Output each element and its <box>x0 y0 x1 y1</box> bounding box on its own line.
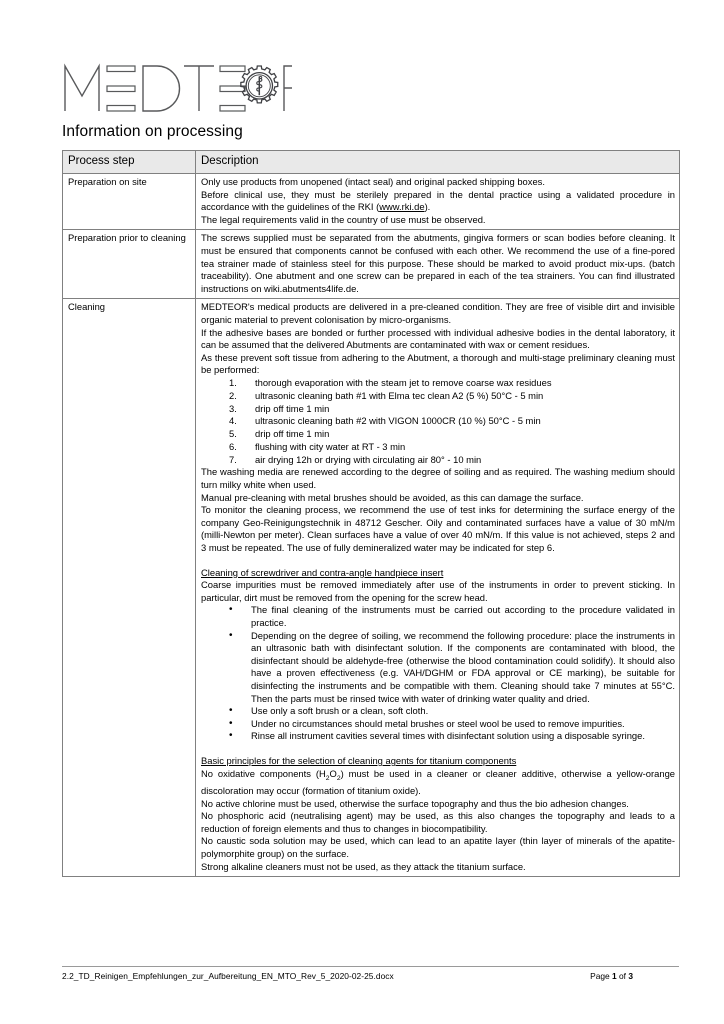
cell-process-step: Cleaning <box>63 299 196 877</box>
page-footer <box>62 966 679 981</box>
list-item: drip off time 1 min <box>255 428 330 440</box>
paragraph: To monitor the cleaning process, we recommend the use of test inks for determining the surface energy of the company Geo-Reinigungstechnik in 48712 Gescher. Oily and contaminated surfaces have a value of 30 mN/m (milli-Newton per meter). Clean surfaces have a value of over 40 mN/m. If this value is not achieved, steps 2 and 3 must be repeated. The use of fully demineralized water may be indicated for step 6. <box>201 504 675 554</box>
paragraph: Strong alkaline cleaners must not be used, as they attack the titanium surface. <box>201 860 526 872</box>
list-item: ultrasonic cleaning bath #2 with VIGON 1000CR (10 %) 50°C - 5 min <box>255 415 541 427</box>
list-item: • Use only a soft brush or a clean, soft cloth. <box>251 705 675 718</box>
numbered-step-list <box>201 377 675 467</box>
section-subheading: Cleaning of screwdriver and contra-angle handpiece insert <box>201 566 444 578</box>
list-item: thorough evaporation with the steam jet to remove coarse wax residues <box>255 376 552 388</box>
paragraph-with-link: Before clinical use, they must be sterilely prepared in the dental practice using a validated procedure in accordance with the guidelines of the RKI (www.rki.de). <box>201 188 675 213</box>
brand-logo <box>62 62 679 116</box>
list-item: • The final cleaning of the instruments must be carried out according to the procedure validated in practice. <box>251 604 675 629</box>
paragraph-spacer <box>201 555 675 567</box>
bulleted-list <box>201 604 675 743</box>
paragraph: The legal requirements valid in the country of use must be observed. <box>201 213 486 225</box>
list-item: ultrasonic cleaning bath #1 with Elma tec clean A2 (5 %) 50°C - 5 min <box>255 389 544 401</box>
external-link[interactable]: www.rki.de <box>379 201 425 213</box>
cell-description <box>196 174 680 230</box>
footer-page-mid: of <box>619 971 626 981</box>
column-header-process-step: Process step <box>63 151 196 174</box>
paragraph-with-formula: No oxidative components $(H_2O_2)$ must be used in a cleaner or cleaner additive, otherwise a yellow-orange discoloration may occur (formation of titanium oxide). <box>201 767 675 797</box>
table-row <box>63 230 680 299</box>
processing-table <box>62 150 680 877</box>
paragraph: MEDTEOR's medical products are delivered in a pre-cleaned condition. They are free of visible dirt and invisible organic material to prevent colonisation by micro-organisms. <box>201 301 675 325</box>
page-content <box>62 0 679 877</box>
cell-description <box>196 230 680 299</box>
list-item: • Depending on the degree of soiling, we recommend the following procedure: place the instruments in an ultrasonic bath with disinfectant solution. If the components are contaminated with blood, the disinfectant should be aldehyde-free (otherwise the blood contamination could solidify). It should also have a proven effectiveness (e.g. VAH/DGHM or FDA approval or CE marking), be suitable for disinfecting the instruments and be compatible with them. Cleaning should take 7 minutes at 55°C. Then the parts must be rinsed twice with water of drinking water quality and dried. <box>251 630 675 706</box>
page-title: Information on processing <box>62 123 243 140</box>
subscript: 2 <box>336 774 341 782</box>
footer-page-total: 3 <box>628 971 633 981</box>
paragraph: No active chlorine must be used, otherwise the surface topography and thus the bio adhesion changes. <box>201 797 629 809</box>
subscript: 2 <box>325 774 330 782</box>
cell-description <box>196 299 680 877</box>
list-item: air drying 12h or drying with circulating air 80° - 10 min <box>255 453 482 465</box>
table-header-row <box>63 151 680 174</box>
paragraph: No phosphoric acid (neutralising agent) may be used, as this also changes the topography and leads to a reduction of foreign elements and thus to changes in biocompatibility. <box>201 810 675 834</box>
list-item: • Rinse all instrument cavities several times with disinfectant solution using a disposable syringe. <box>251 730 675 743</box>
gear-caduceus-icon <box>241 66 278 103</box>
medteor-logo-svg <box>62 62 292 114</box>
list-item: drip off time 1 min <box>255 402 330 414</box>
paragraph: No caustic soda solution may be used, which can lead to an apatite layer (thin layer of minerals of the apatite-polymorphite group) on the surface. <box>201 835 675 859</box>
paragraph: If the adhesive bases are bonded or further processed with individual adhesive bodies in the dental laboratory, it can be assumed that the delivered Abutments are contaminated with wax or cement residues. <box>201 326 675 351</box>
section-subheading: Basic principles for the selection of cleaning agents for titanium components <box>201 754 517 766</box>
footer-filename: 2.2_TD_Reinigen_Empfehlungen_zur_Aufbereitung_EN_MTO_Rev_5_2020-02-25.docx <box>62 971 394 981</box>
footer-page-current: 1 <box>612 971 617 981</box>
table-row <box>63 299 680 877</box>
list-item: • Under no circumstances should metal brushes or steel wool be used to remove impurities. <box>251 718 675 731</box>
table-body <box>63 174 680 877</box>
paragraph-spacer <box>201 743 675 755</box>
paragraph: Coarse impurities must be removed immediately after use of the instruments in order to prevent sticking. In particular, dirt must be removed from the opening for the screw head. <box>201 579 675 603</box>
paragraph: Manual pre-cleaning with metal brushes should be avoided, as this can damage the surface. <box>201 491 584 503</box>
paragraph: The screws supplied must be separated from the abutments, gingiva formers or scan bodies before cleaning. It must be ensured that components cannot be confused with each other. We recommend the use of a fine-pored tea strainer made of stainless steel for this purpose. These should be marked to avoid product mix-ups. (batch traceability). One abutment and one screw can be prepared in each of the tea strainers. You can find illustrated instructions on wiki.abutments4life.de. <box>201 232 675 294</box>
list-item: flushing with city water at RT - 3 min <box>255 440 406 452</box>
cell-process-step: Preparation on site <box>63 174 196 230</box>
column-header-description: Description <box>196 151 680 174</box>
footer-page-number <box>590 971 679 981</box>
paragraph: As these prevent soft tissue from adhering to the Abutment, a thorough and multi-stage preliminary cleaning must be performed: <box>201 351 675 376</box>
paragraph: The washing media are renewed according to the degree of soiling and as required. The washing medium should turn milky white when used. <box>201 466 675 491</box>
paragraph: Only use products from unopened (intact seal) and original packed shipping boxes. <box>201 176 545 187</box>
table-row <box>63 174 680 230</box>
cell-process-step: Preparation prior to cleaning <box>63 230 196 299</box>
footer-page-prefix: Page <box>590 971 610 981</box>
